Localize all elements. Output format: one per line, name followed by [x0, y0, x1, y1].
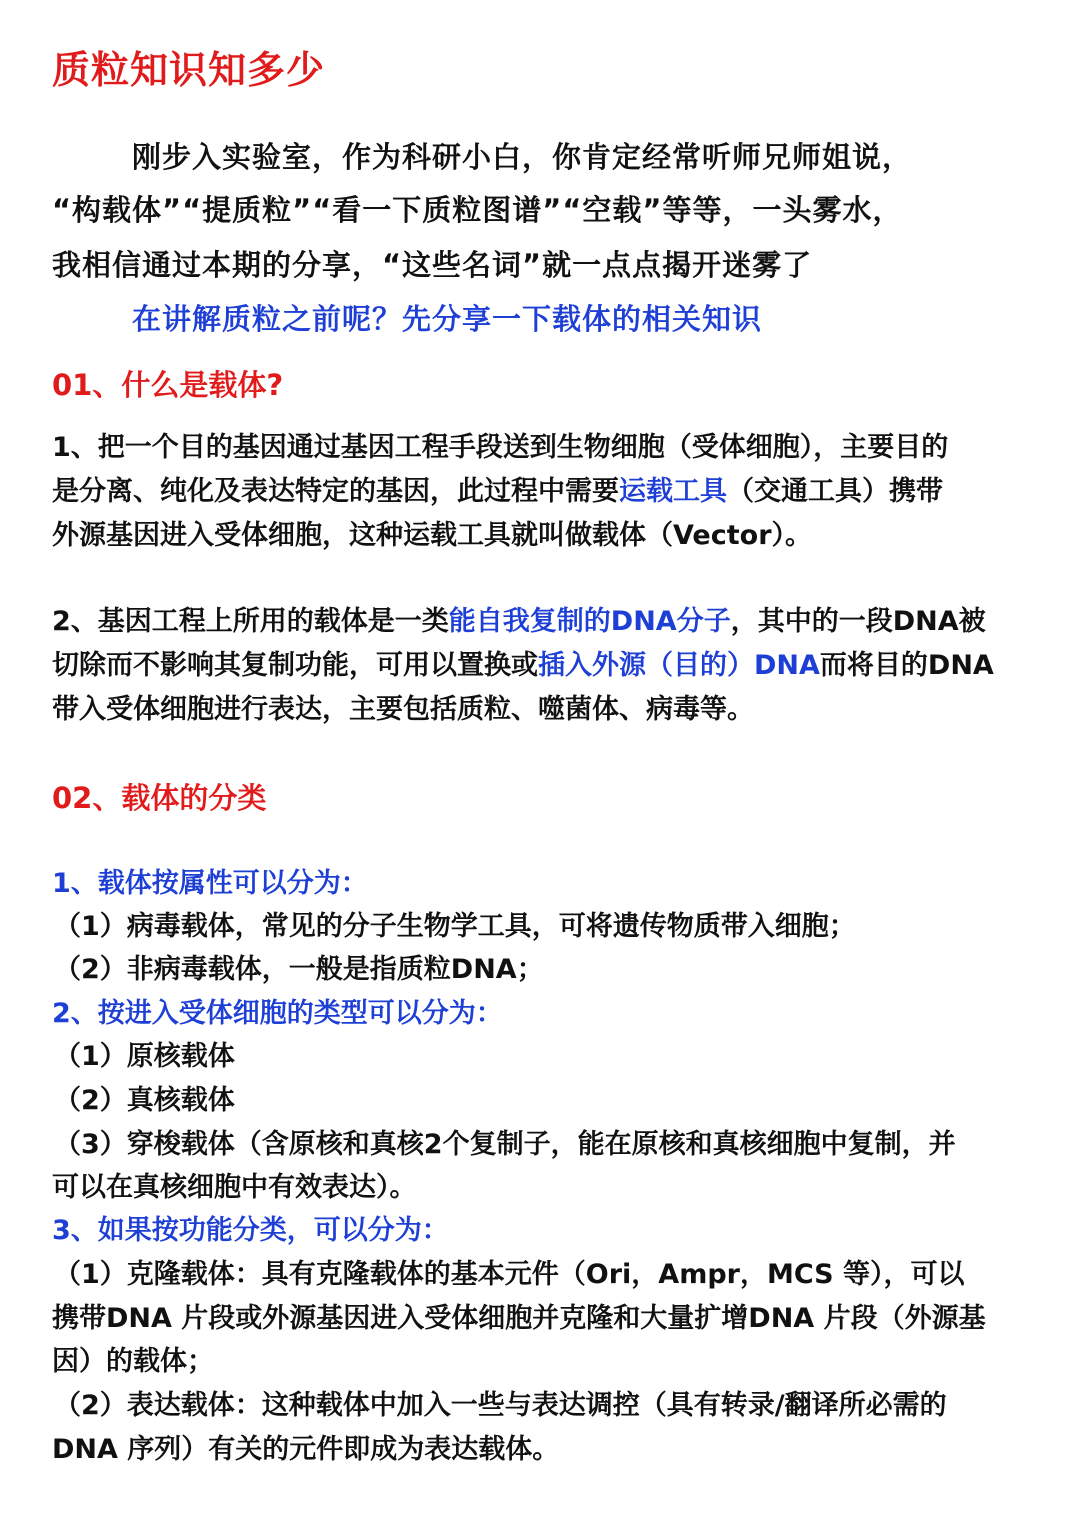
intro-highlight: 在讲解质粒之前呢？先分享一下载体的相关知识	[132, 302, 763, 336]
text-run: 而将目的DNA	[819, 650, 994, 681]
category-3-item-1-line-3: 因）的载体；	[52, 1346, 214, 1377]
section-1-p1-line-2	[52, 472, 943, 512]
section-1-heading: 01、什么是载体?	[52, 368, 284, 402]
category-2-item-3-line-2: 可以在真核细胞中有效表达）。	[52, 1172, 417, 1203]
section-1-p1-line-3: 外源基因进入受体细胞，这种运载工具就叫做载体（Vector）。	[52, 520, 813, 551]
category-1-item-2: （2）非病毒载体，一般是指质粒DNA；	[54, 954, 544, 985]
section-2-heading: 02、载体的分类	[52, 781, 267, 815]
section-1-p2-line-2	[52, 646, 994, 686]
text-run: ，其中的一段DNA被	[730, 606, 986, 637]
category-3-item-2-line-1: （2）表达载体：这种载体中加入一些与表达调控（具有转录/翻译所必需的	[54, 1390, 947, 1421]
intro-line-3: 我相信通过本期的分享，“这些名词”就一点点揭开迷雾了	[52, 248, 813, 282]
category-3-item-2-line-2: DNA 序列）有关的元件即成为表达载体。	[52, 1434, 560, 1465]
intro-line-1: 刚步入实验室，作为科研小白，你肯定经常听师兄师姐说，	[132, 140, 913, 174]
category-2-item-1: （1）原核载体	[54, 1041, 235, 1072]
section-1-p2-line-1	[52, 602, 986, 642]
highlight-run: 插入外源（目的）DNA	[538, 650, 820, 681]
text-run: 切除而不影响其复制功能，可用以置换或	[52, 650, 538, 681]
category-2-item-3-line-1: （3）穿梭载体（含原核和真核2个复制子，能在原核和真核细胞中复制，并	[54, 1129, 956, 1160]
page-title: 质粒知识知多少	[52, 48, 326, 92]
category-3-title: 3、如果按功能分类，可以分为：	[52, 1215, 449, 1246]
category-1-title: 1、载体按属性可以分为：	[52, 868, 368, 899]
highlight-run: 能自我复制的DNA分子	[448, 606, 731, 637]
category-1-item-1: （1）病毒载体，常见的分子生物学工具，可将遗传物质带入细胞；	[54, 911, 856, 942]
category-2-title: 2、按进入受体细胞的类型可以分为：	[52, 998, 503, 1029]
category-3-item-1-line-1: （1）克隆载体：具有克隆载体的基本元件（Ori，Ampr，MCS 等），可以	[54, 1259, 965, 1290]
text-run: （交通工具）携带	[727, 476, 943, 507]
section-1-p2-line-3: 带入受体细胞进行表达，主要包括质粒、噬菌体、病毒等。	[52, 694, 754, 725]
intro-line-2: “构载体”“提质粒”“看一下质粒图谱”“空载”等等，一头雾水，	[52, 193, 903, 227]
category-2-item-2: （2）真核载体	[54, 1085, 235, 1116]
section-1-p1-line-1: 1、把一个目的基因通过基因工程手段送到生物细胞（受体细胞），主要目的	[52, 432, 949, 463]
category-3-item-1-line-2: 携带DNA 片段或外源基因进入受体细胞并克隆和大量扩增DNA 片段（外源基	[52, 1303, 986, 1334]
text-run: 是分离、纯化及表达特定的基因，此过程中需要	[52, 476, 619, 507]
text-run: 2、基因工程上所用的载体是一类	[52, 606, 449, 637]
highlight-run: 运载工具	[619, 476, 727, 507]
